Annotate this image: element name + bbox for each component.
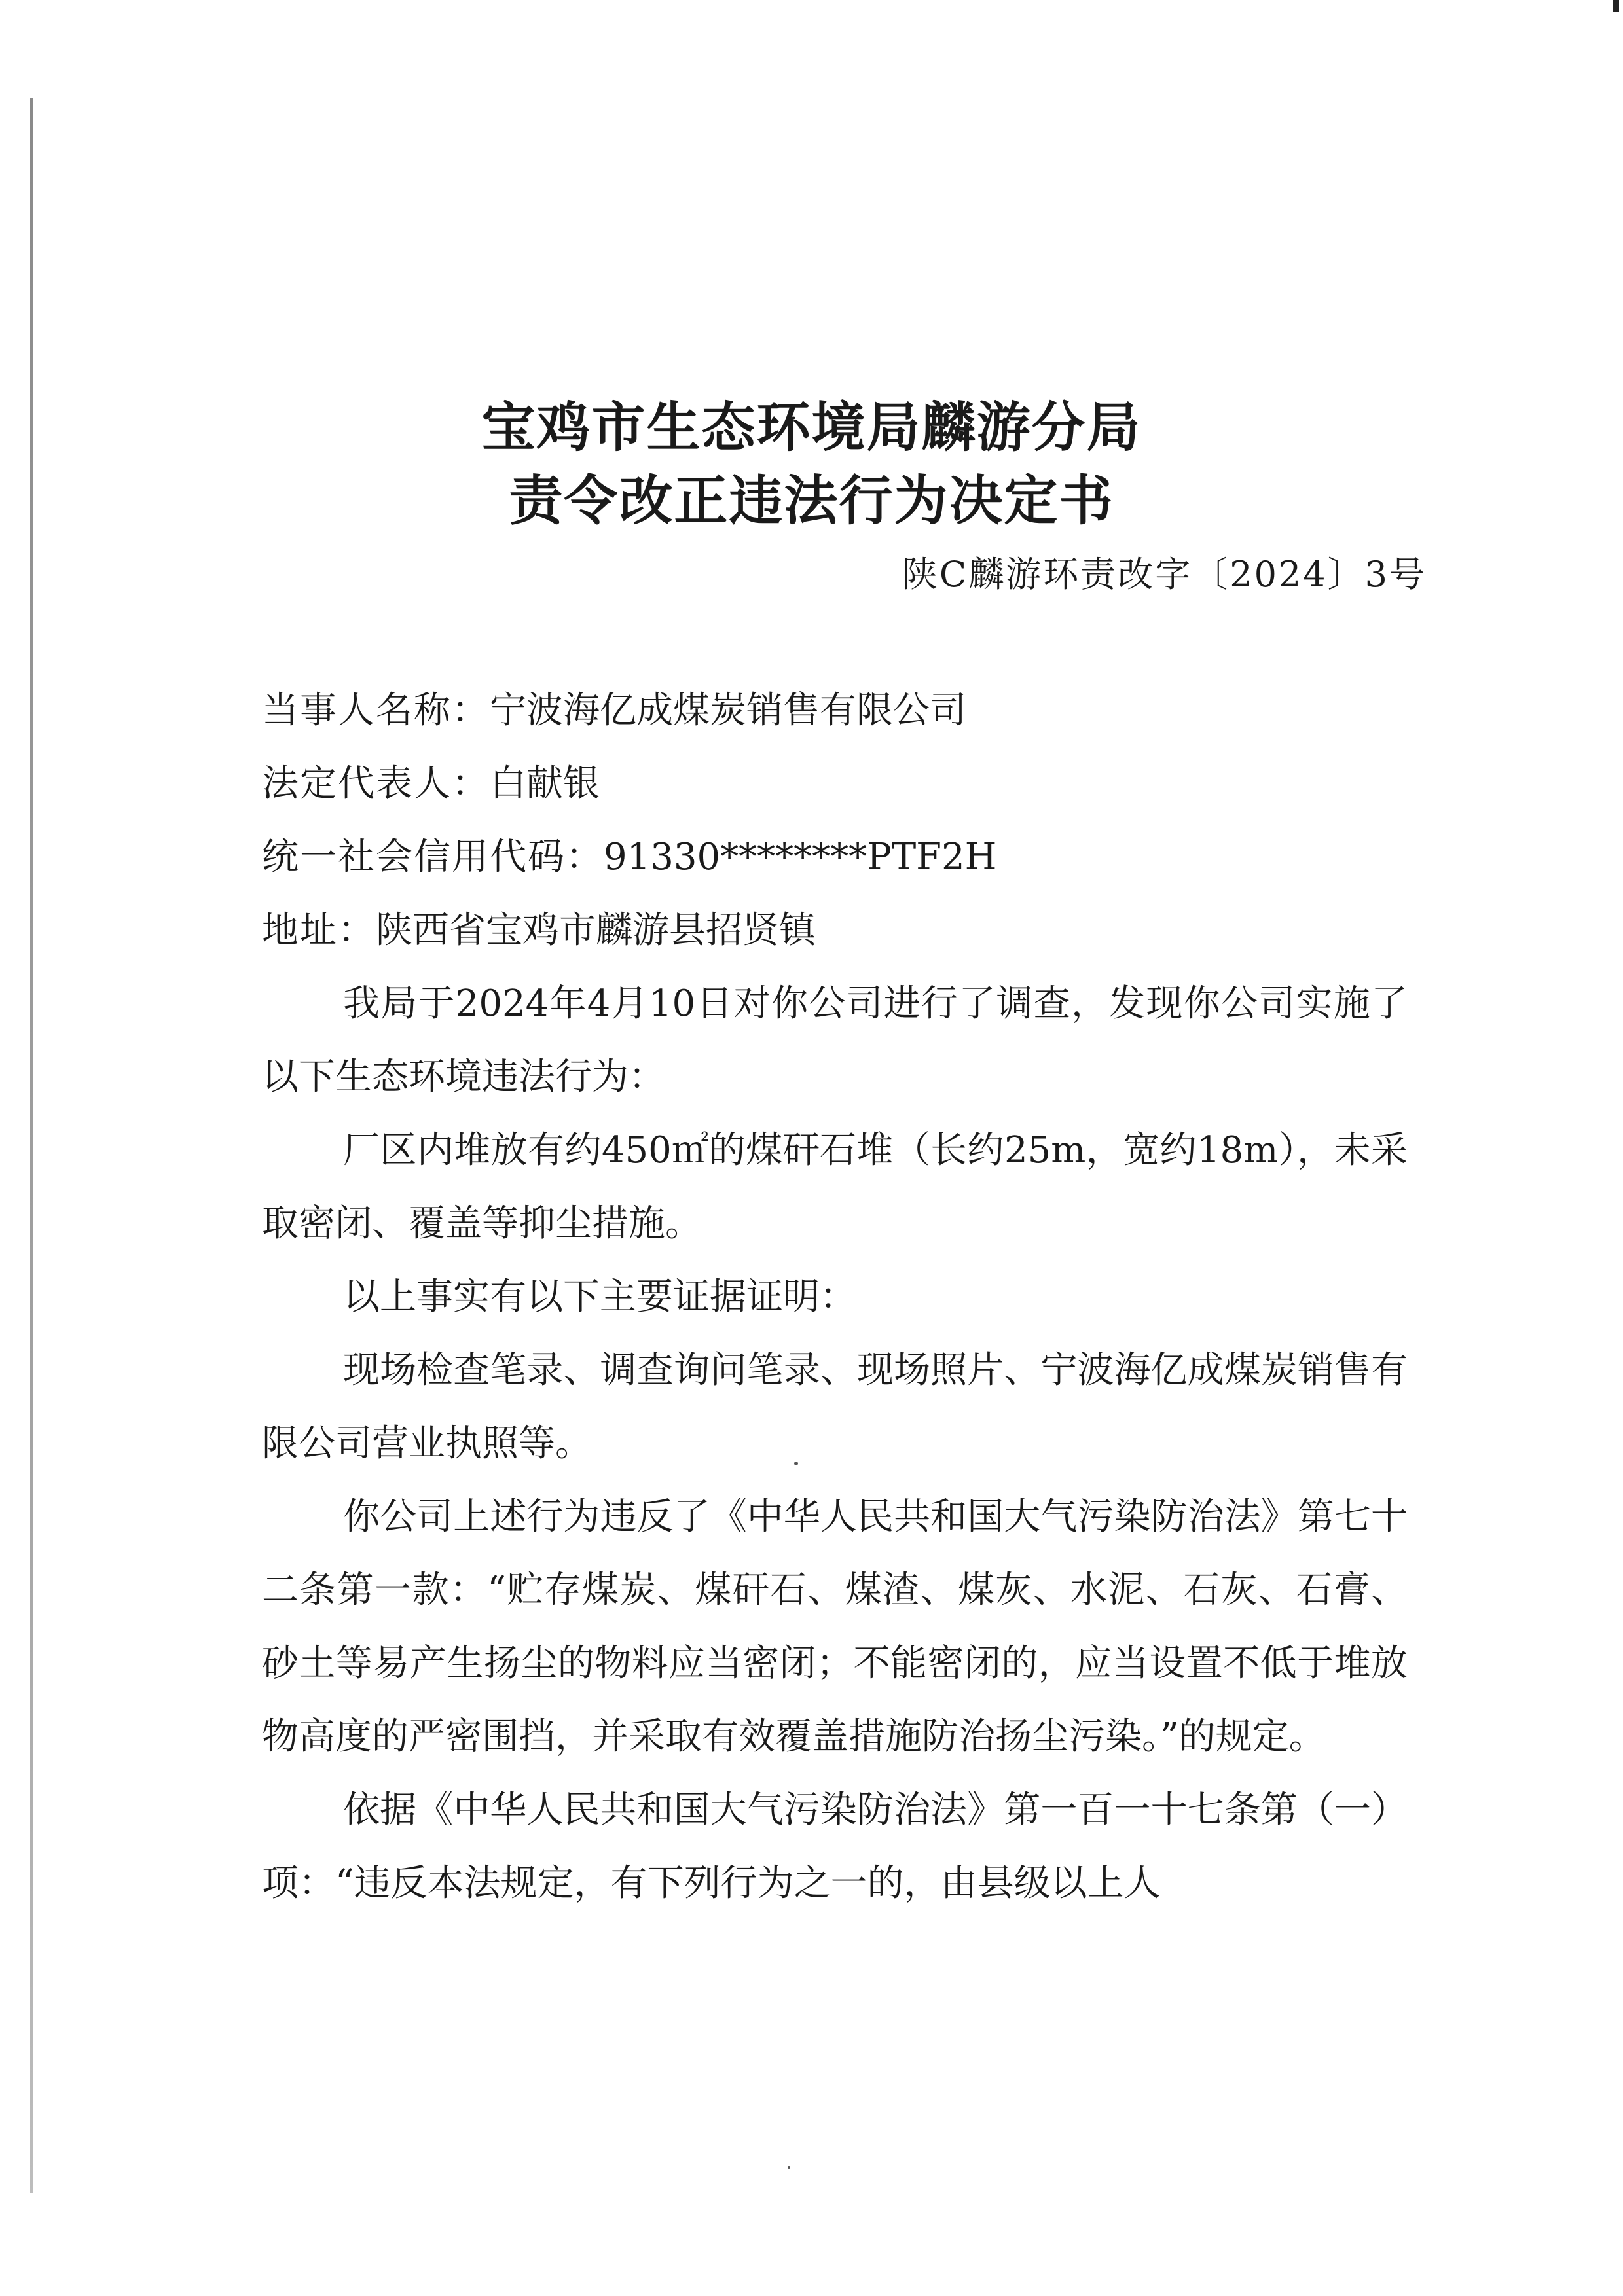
party-name-line bbox=[262, 674, 1408, 747]
legal-rep-value: 白献银 bbox=[490, 762, 600, 805]
address-label: 地址： bbox=[262, 909, 376, 952]
party-name-label: 当事人名称： bbox=[262, 689, 490, 732]
scan-corner-mark bbox=[1613, 0, 1619, 12]
investigation-paragraph: 我局于2024年4月10日对你公司进行了调查，发现你公司实施了以下生态环境违法行为： bbox=[262, 982, 1408, 1098]
legal-basis-paragraph: 依据《中华人民共和国大气污染防治法》第一百一十七条第（一）项：“违反本法规定，有下列行为之一的，由县级以上人 bbox=[262, 1789, 1408, 1905]
credit-code-label: 统一社会信用代码： bbox=[262, 836, 604, 878]
law-violated-paragraph: 你公司上述行为违反了《中华人民共和国大气污染防治法》第七十二条第一款：“贮存煤炭、煤矸石、煤渣、煤灰、水泥、石灰、石膏、砂土等易产生扬尘的物料应当密闭；不能密闭的，应当设置不低于堆放物高度的严密围挡，并采取有效覆盖措施防治扬尘污染。”的规定。 bbox=[262, 1496, 1408, 1758]
credit-code-line bbox=[262, 821, 1408, 894]
credit-code-value: 91330********PTF2H bbox=[604, 836, 997, 878]
evidence-list-paragraph: 现场检查笔录、调查询问笔录、现场照片、宁波海亿成煤炭销售有限公司营业执照等。 bbox=[262, 1349, 1408, 1465]
party-name-value: 宁波海亿成煤炭销售有限公司 bbox=[490, 689, 966, 732]
document-number: 陕C麟游环责改字〔2024〕3号 bbox=[902, 554, 1427, 595]
legal-rep-line bbox=[262, 747, 1408, 821]
scan-speck bbox=[788, 2166, 790, 2169]
document-title-line-2: 责令改正违法行为决定书 bbox=[509, 470, 1114, 532]
legal-rep-label: 法定代表人： bbox=[262, 762, 490, 805]
evidence-intro-paragraph: 以上事实有以下主要证据证明： bbox=[343, 1276, 856, 1318]
violation-facts-paragraph: 厂区内堆放有约450㎡的煤矸石堆（长约25m，宽约18m），未采取密闭、覆盖等抑尘措施。 bbox=[262, 1129, 1408, 1245]
address-line bbox=[262, 894, 1408, 967]
document-title-line-1: 宝鸡市生态环境局麟游分局 bbox=[481, 397, 1142, 459]
document-body bbox=[262, 674, 1408, 1920]
address-value: 陕西省宝鸡市麟游县招贤镇 bbox=[376, 909, 816, 952]
